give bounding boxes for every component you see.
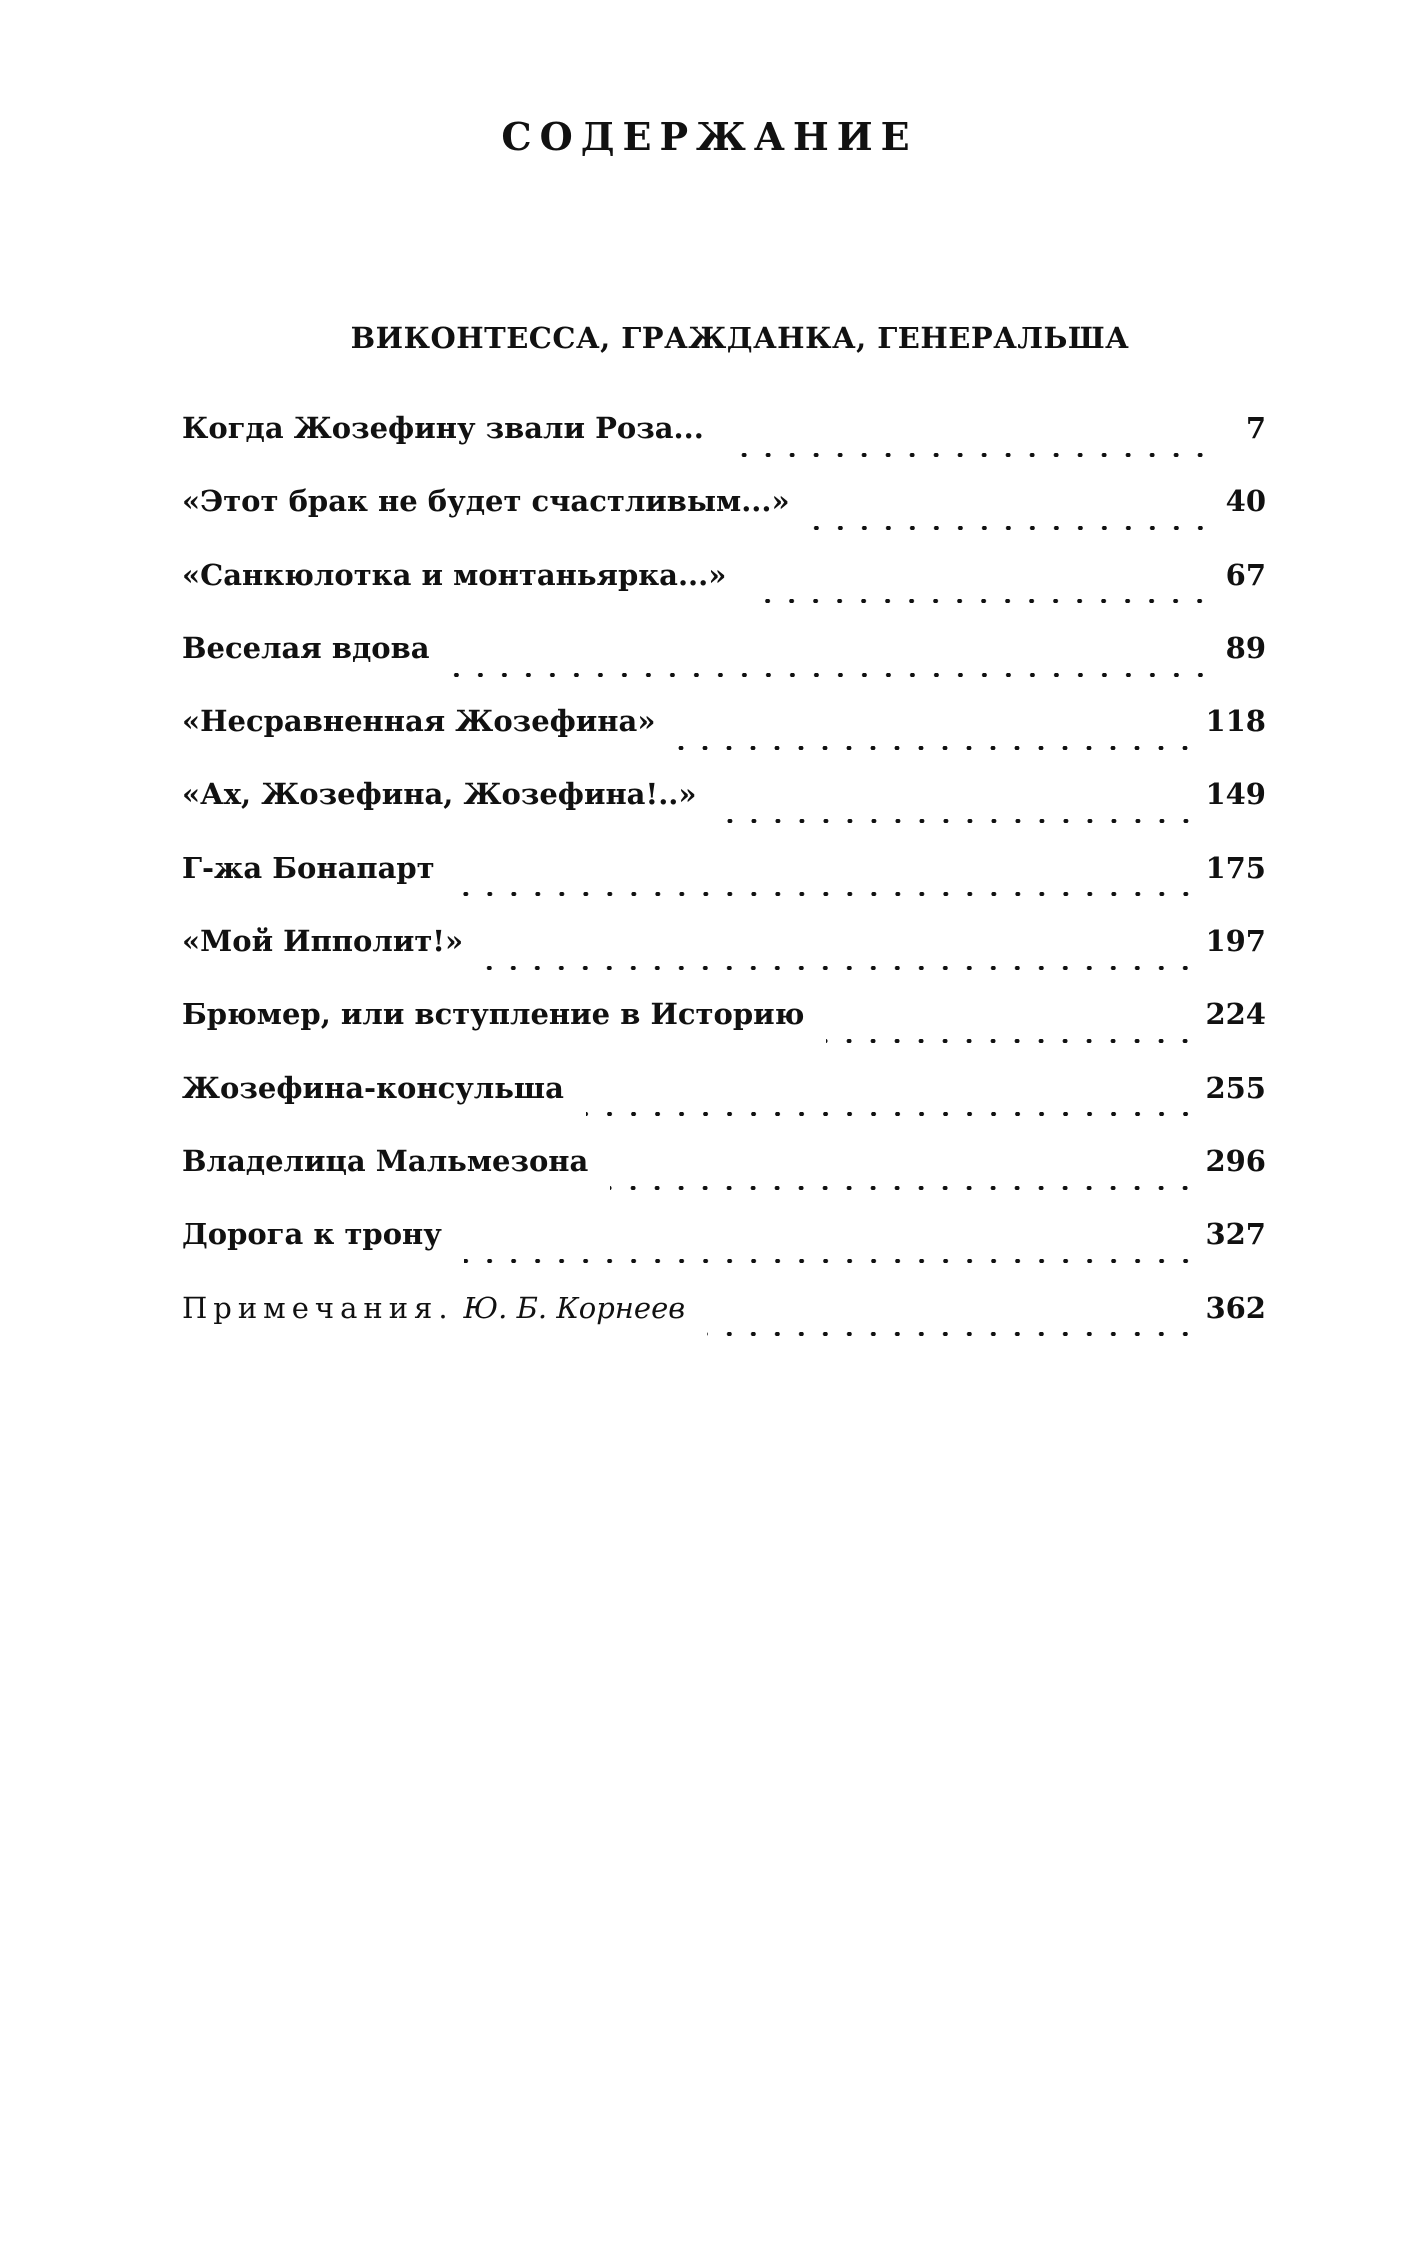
toc-entry-notes[interactable] <box>182 1288 1266 1361</box>
dot-leader <box>826 1039 1197 1043</box>
toc-entry[interactable] <box>182 628 1266 701</box>
toc-entry-page: 89 <box>1225 630 1266 665</box>
toc-entry-title: Жозефина-консульша <box>182 1070 564 1105</box>
toc-entry-title: «Мой Ипполит!» <box>182 924 464 959</box>
toc-entry[interactable] <box>182 408 1266 481</box>
toc-entry-page: 149 <box>1205 777 1266 812</box>
toc-entry[interactable] <box>182 555 1266 628</box>
toc-entry-title: Когда Жозефину звали Роза... <box>182 411 704 445</box>
toc-entry[interactable] <box>182 481 1266 554</box>
toc-entry[interactable] <box>182 1068 1266 1141</box>
dot-leader <box>457 892 1198 896</box>
toc-entry[interactable] <box>182 994 1266 1067</box>
toc-entry-page: 197 <box>1205 924 1266 959</box>
toc-entry-title: «Ах, Жозефина, Жозефина!..» <box>182 777 697 812</box>
toc-entry-page: 67 <box>1225 557 1266 592</box>
dot-leader <box>452 673 1212 677</box>
notes-title <box>182 1288 685 1328</box>
toc-entry-page: 224 <box>1205 997 1266 1032</box>
toc-entry-title: Веселая вдова <box>182 630 430 665</box>
toc-entry-title: Владелица Мальмезона <box>182 1143 589 1178</box>
toc-entry-page: 255 <box>1205 1070 1266 1105</box>
dot-leader <box>719 819 1198 823</box>
toc-entry-page: 175 <box>1205 850 1266 885</box>
toc-entry-title: «Этот брак не будет счастливым...» <box>182 484 790 519</box>
toc-entry-title: «Несравненная Жозефина» <box>182 704 656 739</box>
section-heading: ВИКОНТЕССА, ГРАЖДАНКА, ГЕНЕРАЛЬША <box>350 321 1130 355</box>
dot-leader <box>812 526 1212 530</box>
dot-leader <box>726 453 1212 457</box>
dot-leader <box>464 1259 1198 1263</box>
toc-entry[interactable] <box>182 1141 1266 1214</box>
toc-entry[interactable] <box>182 848 1266 921</box>
toc-entry-title: Г-жа Бонапарт <box>182 850 435 885</box>
notes-author: Ю. Б. Корнеев <box>463 1290 686 1325</box>
notes-label: Примечания. <box>182 1290 454 1325</box>
toc-entry[interactable] <box>182 1214 1266 1287</box>
dot-leader <box>677 746 1197 750</box>
toc-entry-page: 7 <box>1245 411 1266 445</box>
dot-leader <box>586 1112 1198 1116</box>
dot-leader <box>610 1186 1197 1190</box>
toc-entry-page: 362 <box>1205 1290 1266 1325</box>
dot-leader <box>485 966 1197 970</box>
toc-entry[interactable] <box>182 774 1266 847</box>
toc-entry[interactable] <box>182 921 1266 994</box>
page-heading: СОДЕРЖАНИЕ <box>501 114 918 159</box>
toc-entry-page: 327 <box>1205 1217 1266 1252</box>
table-of-contents <box>182 408 1266 1361</box>
toc-entry-title: «Санкюлотка и монтаньярка...» <box>182 557 727 592</box>
dot-leader <box>707 1332 1197 1336</box>
toc-entry-page: 40 <box>1225 484 1266 519</box>
dot-leader <box>748 599 1212 603</box>
toc-entry-page: 118 <box>1205 704 1266 739</box>
toc-entry-title: Брюмер, или вступление в Историю <box>182 997 805 1032</box>
toc-entry-title: Дорога к трону <box>182 1217 442 1252</box>
toc-entry[interactable] <box>182 701 1266 774</box>
toc-entry-page: 296 <box>1205 1143 1266 1178</box>
